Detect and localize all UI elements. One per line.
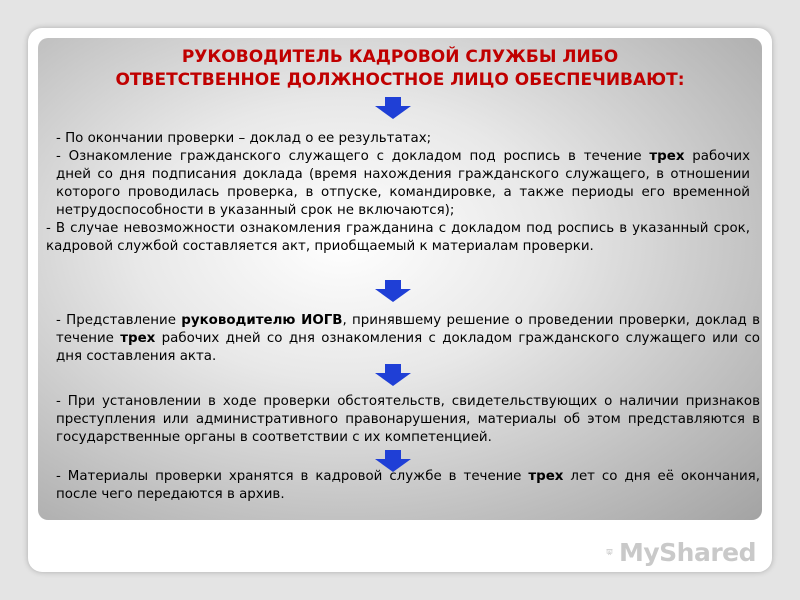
paragraph-submission: - Представление руководителю ИОГВ, принявшему решение о проведении проверки, доклад в течение трех рабочих дней со дня ознакомления с докладом гражданского служащего или со дня составления акта. [56,313,760,364]
presentation-board-icon [606,535,613,569]
logo-text: MyShared [618,537,756,567]
familiarization-text: - Ознакомление гражданского служащего с докладом под роспись в течение трех рабочих дней со дня подписания доклада (время нахождения гражданского служащего, в отношении которого проводилась проверка, в отпуске, командировке, а также периоды его временной нетрудоспособности в указанный срок не включаются); [56,149,750,218]
slide-title [40,46,760,92]
report-line: - По окончании проверки – доклад о ее результатах; [56,131,432,146]
title-line-1: РУКОВОДИТЕЛЬ КАДРОВОЙ СЛУЖБЫ ЛИБО [181,47,619,67]
myshared-logo [606,532,756,572]
title-line-2: ОТВЕТСТВЕННОЕ ДОЛЖНОСТНОЕ ЛИЦО ОБЕСПЕЧИВАЮТ: [115,70,685,90]
paragraph-storage: - Материалы проверки хранятся в кадровой службе в течение трех лет со дня её окончания, после чего передаются в архив. [56,469,760,502]
paragraph-report [46,130,750,256]
impossibility-text: - В случае невозможности ознакомления гражданина с докладом под роспись в указанный срок, кадровой службой составляется акт, приобщаемый к материалам проверки. [46,221,750,254]
down-arrow-icon [375,364,411,386]
paragraph-crime-signs: - При установлении в ходе проверки обстоятельств, свидетельствующих о наличии признаков преступления или административного правонарушения, материалы об этом представляются в государственные органы в соответствии с их компетенцией. [56,394,760,445]
down-arrow-icon [375,97,411,119]
down-arrow-icon [375,280,411,302]
